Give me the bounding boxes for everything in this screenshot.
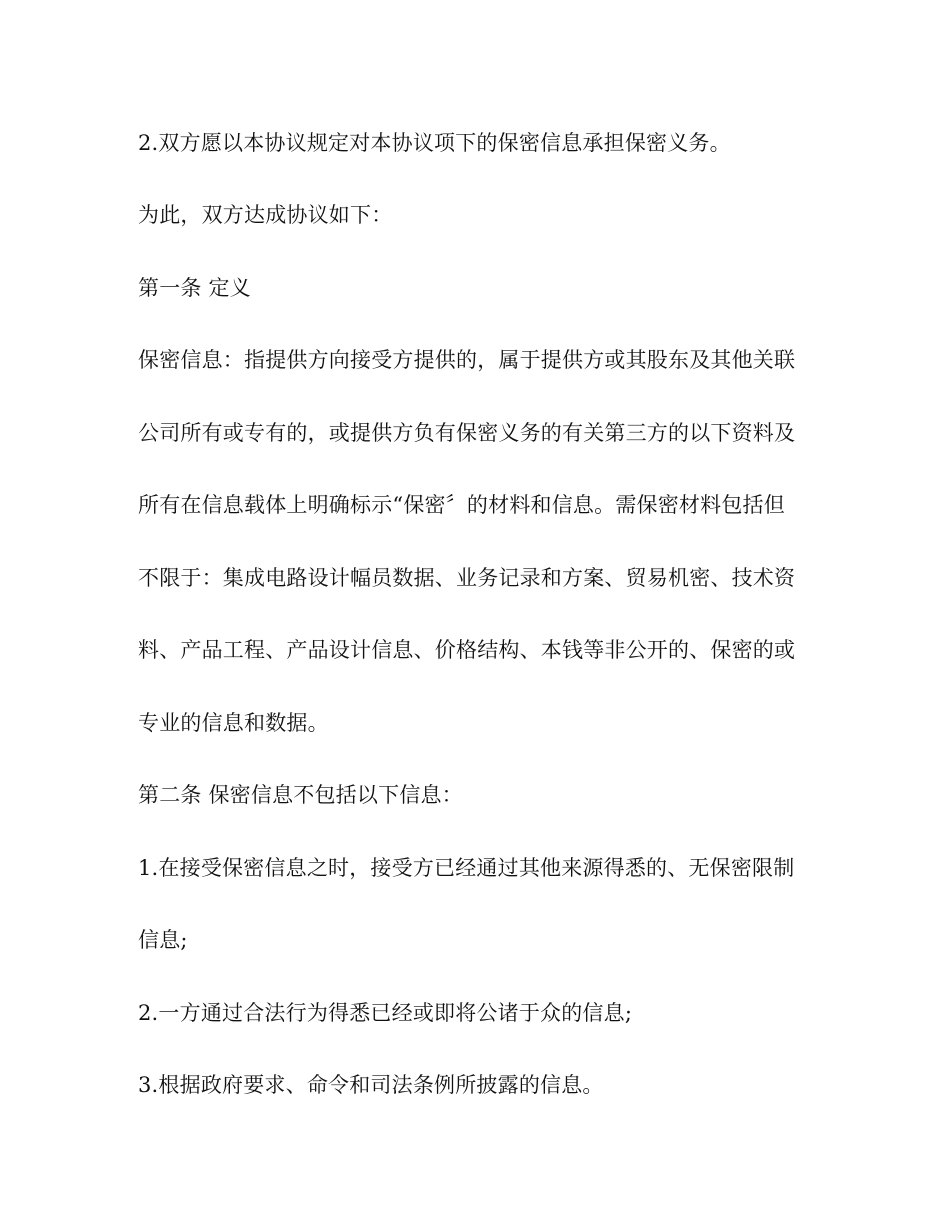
paragraph-line-8: 专业的信息和数据。 [138, 711, 329, 735]
section-heading-1: 第一条 定义 [138, 276, 251, 300]
paragraph-line-11: 2.一方通过合法行为得悉已经或即将公诸于众的信息; [138, 1001, 633, 1025]
paragraph-line-2: 为此，双方达成协议如下： [138, 203, 393, 227]
paragraph-line-10: 信息; [138, 928, 188, 952]
paragraph-line-5: 所有在信息载体上明确标示“保密〞的材料和信息。需保密材料包括但 [138, 493, 785, 517]
paragraph-line-9: 1.在接受保密信息之时，接受方已经通过其他来源得悉的、无保密限制 [138, 856, 795, 880]
paragraph-line-12: 3.根据政府要求、命令和司法条例所披露的信息。 [138, 1073, 604, 1097]
section-heading-2: 第二条 保密信息不包括以下信息： [138, 783, 463, 807]
paragraph-line-4: 公司所有或专有的，或提供方负有保密义务的有关第三方的以下资料及 [138, 421, 796, 445]
paragraph-line-6: 不限于：集成电路设计幅员数据、业务记录和方案、贸易机密、技术资 [138, 566, 796, 590]
paragraph-line-3: 保密信息：指提供方向接受方提供的，属于提供方或其股东及其他关联 [138, 348, 796, 372]
paragraph-line-1: 2.双方愿以本协议规定对本协议项下的保密信息承担保密义务。 [138, 131, 731, 155]
paragraph-line-7: 料、产品工程、产品设计信息、价格结构、本钱等非公开的、保密的或 [138, 638, 796, 662]
